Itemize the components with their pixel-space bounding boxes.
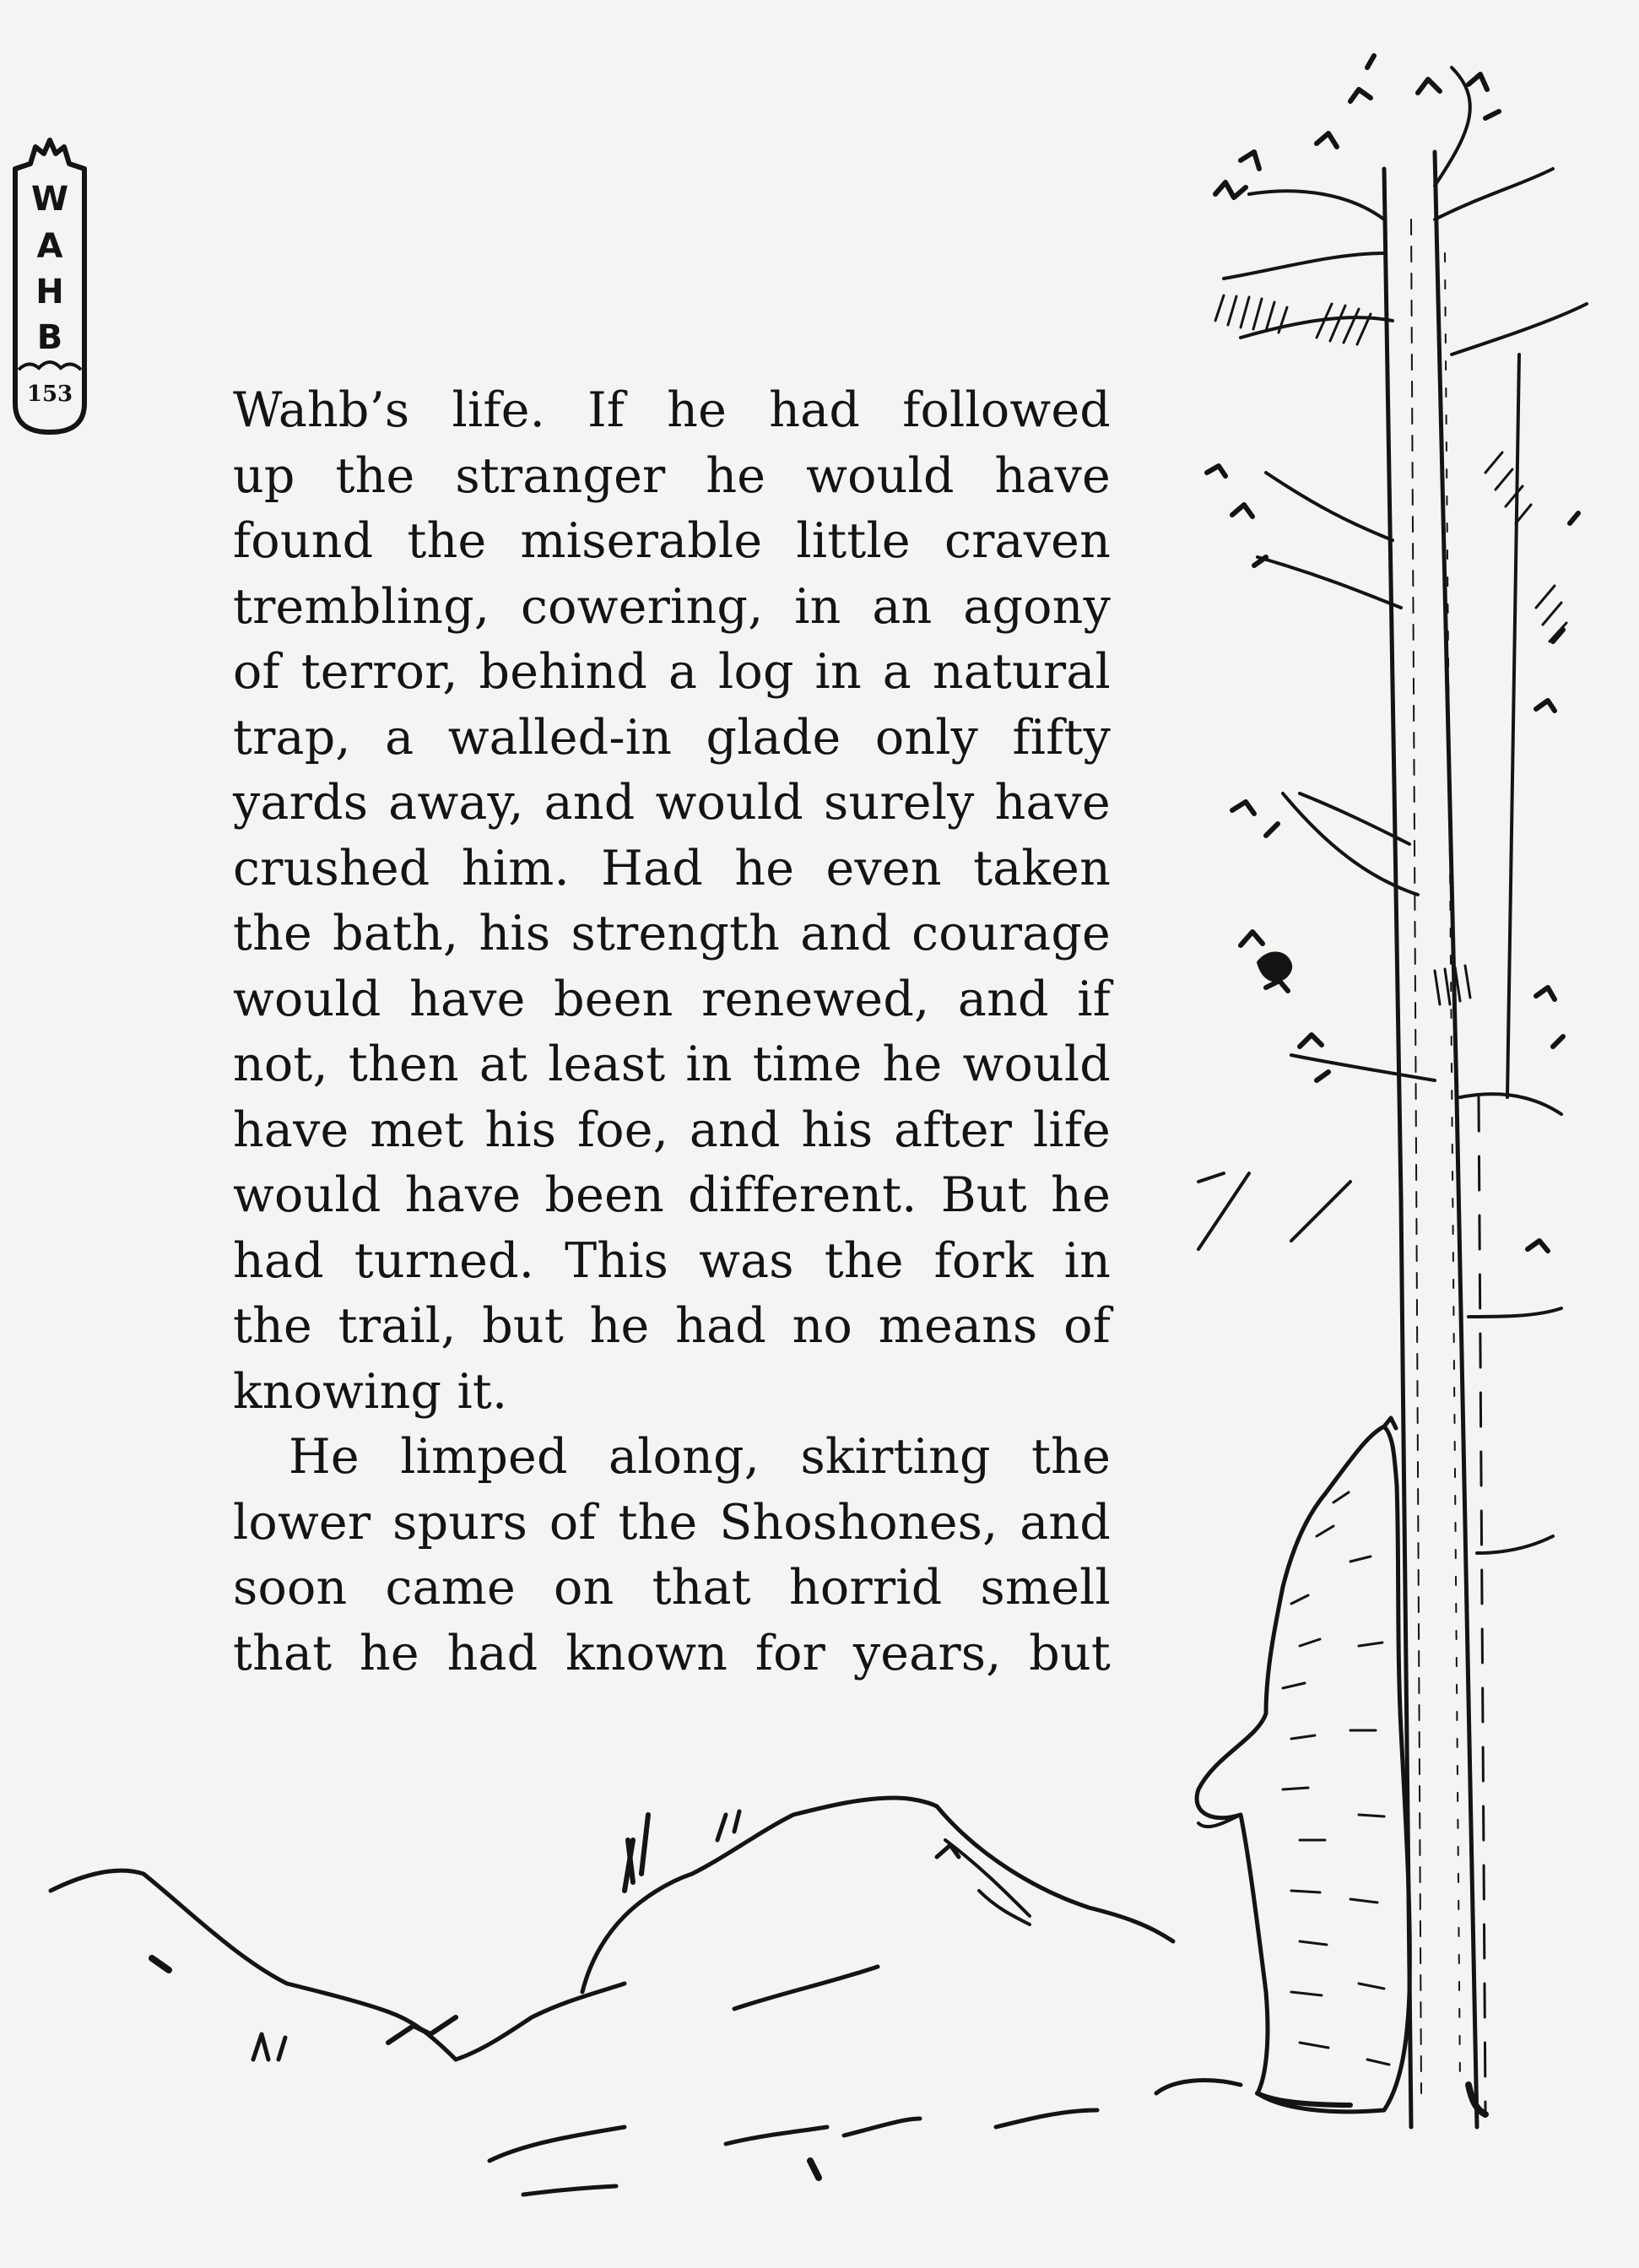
text-line: found the miserable little craven <box>233 513 1111 569</box>
text-line: Wahb’s life. If he had followed <box>233 382 1111 438</box>
badge-letter-w: W <box>30 180 69 219</box>
text-line: soon came on that horrid smell <box>233 1560 1111 1616</box>
bear-icon <box>1197 1418 1409 2112</box>
bird-icon <box>1258 952 1291 981</box>
text-line: not, then at least in time he would <box>233 1037 1111 1092</box>
text-line: that he had known for years, but <box>233 1625 1111 1681</box>
tree-branches <box>1198 68 1587 1553</box>
paragraph-1 <box>233 378 1111 1425</box>
text-line: of terror, behind a log in a natural <box>233 644 1111 700</box>
text-line: trembling, cowering, in an agony <box>233 578 1111 635</box>
text-line: the trail, but he had no means of <box>233 1298 1111 1354</box>
text-line: have met his foe, and his after life <box>233 1102 1111 1158</box>
body-text <box>233 378 1111 1686</box>
text-line: trap, a walled-in glade only fifty <box>233 709 1111 766</box>
page-number: 153 <box>26 382 73 407</box>
text-line: the bath, his strength and courage <box>233 906 1111 961</box>
foliage-hatching <box>1215 295 1566 1004</box>
foreground-strokes <box>490 2081 1241 2195</box>
text-line: would have been different. But he <box>233 1167 1111 1223</box>
badge-letter-h: H <box>35 273 64 311</box>
paragraph-2 <box>233 1425 1111 1686</box>
tree-trunk <box>1384 152 1519 2127</box>
text-line: had turned. This was the fork in <box>233 1232 1111 1289</box>
text-line: crushed him. Had he even taken <box>233 840 1111 896</box>
text-line: lower spurs of the Shoshones, and <box>233 1494 1111 1551</box>
tree-foliage <box>1207 56 1578 1251</box>
badge-letter-b: B <box>36 318 63 357</box>
running-head-badge <box>3 135 96 439</box>
text-line: knowing it. <box>233 1363 508 1420</box>
text-line: yards away, and would surely have <box>233 775 1111 831</box>
text-line: He limped along, skirting the <box>289 1429 1111 1485</box>
mountain-range <box>51 1798 1173 2060</box>
text-line: would have been renewed, and if <box>233 971 1111 1027</box>
text-line: up the stranger he would have <box>233 447 1111 504</box>
badge-letter-a: A <box>36 227 63 266</box>
